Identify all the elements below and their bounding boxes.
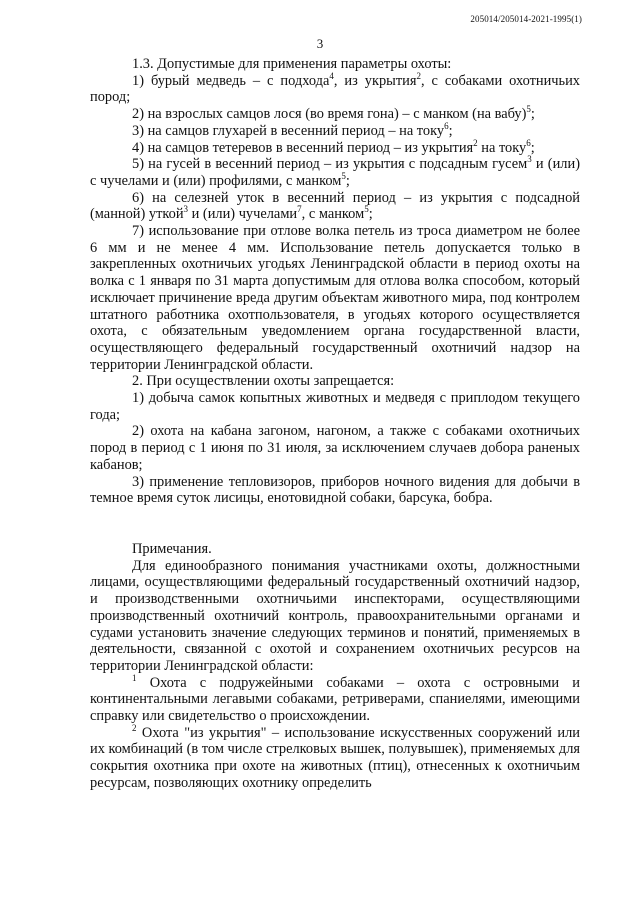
footnote-marker: 2: [416, 70, 421, 81]
footnote-marker: 1: [132, 672, 137, 683]
paragraph-p13: [90, 56, 580, 73]
paragraph-note-1: [90, 672, 580, 725]
text-run: 4) на самцов тетеревов в весенний период – из укрытия: [132, 139, 474, 156]
paragraph-p13-6: [90, 190, 580, 223]
footnote-marker: 6: [444, 121, 449, 132]
footnote-marker: 6: [526, 137, 531, 148]
text-run: 2) охота на кабана загоном, нагоном, а также с собаками охотничьих пород в период с 1 июня по 31 июля, за исключением случаев добора раненых кабанов;: [90, 423, 580, 473]
paragraph-p13-4: [90, 137, 580, 157]
text-run: ;: [530, 139, 535, 156]
text-run: ;: [368, 206, 373, 223]
paragraph-p13-2: [90, 106, 580, 123]
text-run: Для единообразного понимания участниками охоты, должностными лицами, осуществляющими федеральный государственный охотничий надзор, и производственными охотничьими инспекторами, осуществляющими производственный охотничий контроль, правоохранительными органами и судами установить значение следующих терминов и понятий, применяемых в деятельности, связанной с охотой и сохранением охотничьих ресурсов на территории Ленинградской области:: [90, 557, 580, 674]
paragraph-p13-1: [90, 70, 581, 106]
text-run: 2. При осуществлении охоты запрещается:: [132, 373, 395, 390]
text-run: 1.3. Допустимые для применения параметры охоты:: [132, 56, 452, 72]
text-run: Охота с подружейными собаками – охота с островными и континентальными легавыми собаками, ретриверами, спаниелями, имеющими справку или свидетельство о происхождении.: [90, 674, 580, 725]
page-number: 3: [316, 36, 324, 51]
footnote-marker: 5: [341, 171, 346, 182]
document-body: [90, 56, 580, 792]
text-run: ;: [345, 172, 350, 189]
footnote-marker: 2: [132, 722, 137, 733]
paragraph-p13-3: [90, 123, 580, 140]
paragraph-notes-intro: [90, 558, 580, 675]
footnote-marker: 2: [473, 137, 478, 148]
paragraph-p2: [90, 373, 580, 390]
text-run: ;: [530, 106, 535, 123]
document-id: 205014/205014-2021-1995(1): [470, 14, 582, 24]
paragraph-notes-title: [90, 541, 580, 558]
text-run: ;: [448, 122, 453, 139]
text-run: 6) на селезней уток в весенний период – из укрытия с подсадной (манной) уткой: [90, 189, 580, 223]
text-run: и (или) чучелами: [188, 206, 298, 223]
text-run: 7) использование при отлове волка петель из троса диаметром не более 6 мм и не менее 4 мм. Использование петель допускается только в закрепленных охотничьих угодьях Ленинградской области в период охоты на волка с 1 января по 31 марта допустимым для отлова волка способом, который исключает причинение вреда другим объектам животного мира, под контролем штатного работника охотпользователя, в угодьях которого осуществляется охота, с обязательным уведомлением органа государственной власти, осуществляющего федеральный государственный охотничий надзор на территории Ленинградской области.: [90, 223, 580, 373]
text-run: 1) добыча самок копытных животных и медведя с приплодом текущего года;: [90, 390, 580, 423]
footnote-marker: 4: [329, 70, 334, 81]
footnote-marker: 7: [297, 204, 302, 215]
text-run: 3) применение тепловизоров, приборов ночного видения для добычи в темное время суток лисицы, енотовидной собаки, барсука, бобра.: [90, 473, 580, 507]
text-run: , с манком: [301, 206, 365, 223]
text-run: 1) бурый медведь – с подхода: [132, 72, 330, 89]
text-run: 2) на взрослых самцов лося (во время гона) – с манком (на вабу): [132, 106, 527, 123]
text-run: Примечания.: [132, 540, 212, 557]
footnote-marker: 3: [527, 154, 532, 165]
paragraph-p13-5: [90, 156, 580, 189]
text-run: , из укрытия: [333, 72, 417, 89]
paragraph-p2-1: [90, 390, 580, 423]
paragraph-note-2: [90, 722, 580, 792]
text-run: 3) на самцов глухарей в весенний период – на току: [132, 122, 445, 139]
paragraph-p13-7: [90, 223, 580, 373]
paragraph-p2-2: [90, 423, 580, 473]
text-run: и (или) с чучелами и (или) профилями, с манком: [90, 156, 580, 189]
text-run: Охота "из укрытия" – использование искусственных сооружений или их комбинаций (в том числе стрелковых вышек, полувышек), применяемых для сокрытия охотника при охоте на животных (птиц), отнесенных к охотничьим ресурсам, позволяющих охотнику определить: [90, 724, 580, 791]
footnote-marker: 5: [526, 104, 531, 115]
text-run: на току: [477, 139, 527, 156]
text-run: , с собаками охотничьих пород;: [90, 72, 581, 106]
paragraph-p2-3: [90, 474, 580, 507]
text-run: 5) на гусей в весенний период – из укрытия с подсадным гусем: [132, 156, 528, 173]
footnote-marker: 3: [183, 204, 189, 215]
footnote-marker: 5: [364, 204, 369, 215]
